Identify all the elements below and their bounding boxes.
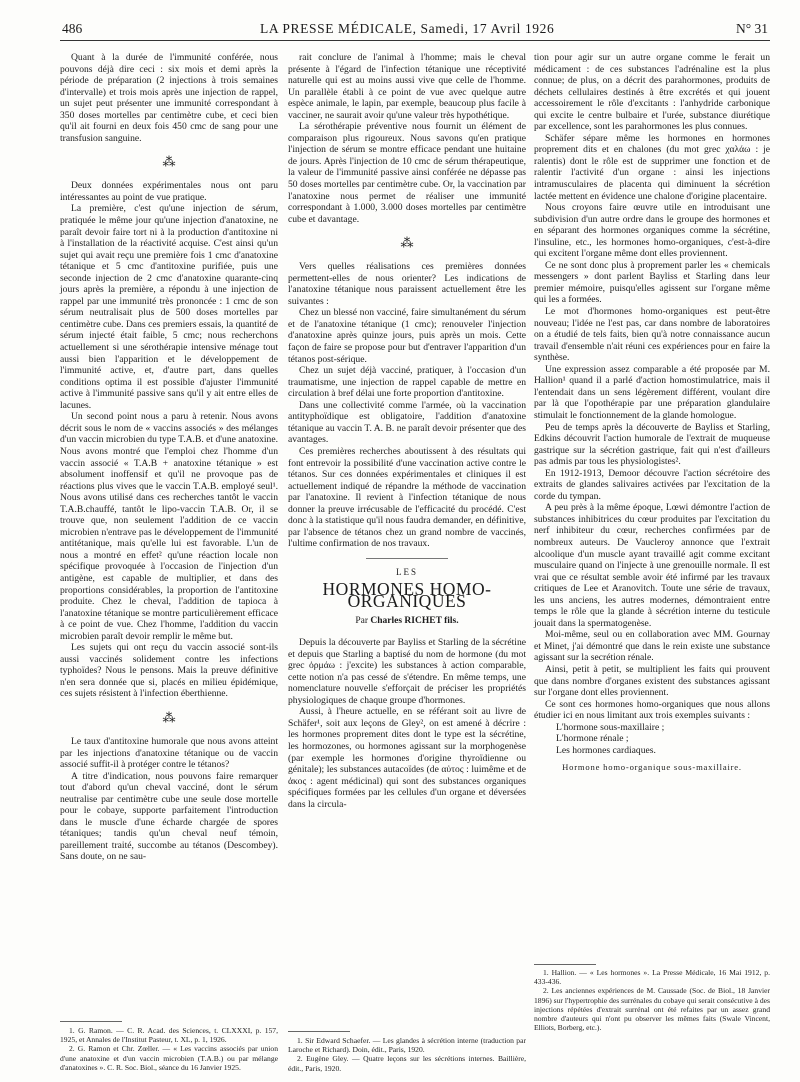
paragraph: rait conclure de l'animal à l'homme; mais le cheval présente à l'égard de l'infection tétanique une réceptivité naturelle qui est au moins aussi vive que celle de l'homme. Un parallèle établi à ce point de vue avec quelque autre espèce animale, le lapin, par exemple, beaucoup plus facile à vacciner, ne saurait avoir qu'une valeur très hypothétique. [288, 52, 526, 121]
ornament-asterism: ⁂ [162, 154, 176, 170]
footnote: 1. Hallion. — « Les hormones ». La Presse Médicale, 16 Mai 1912, p. 433-436. [534, 968, 770, 987]
paragraph: Le mot d'hormones homo-organiques est peut-être nouveau; l'idée ne l'est pas, car dans nombre de laboratoires on a étudié de tels faits, bien qu'à notre connaissance aucun travail d'ensemble n'ait réuni ces expériences pour en faire la synthèse. [534, 306, 770, 364]
paragraph: En 1912-1913, Demoor découvre l'action sécrétoire des extraits de glandes salivaires activées par l'excitation de la corde du tympan. [534, 467, 770, 502]
paragraph: Ce sont ces hormones homo-organiques que nous allons étudier ici en nous limitant aux trois exemples suivants : [534, 698, 770, 722]
paragraph: Vers quelles réalisations ces premières données permettent-elles de nous orienter? Les indications de l'anatoxine tétanique nous paraissent actuellement être les suivantes : [288, 261, 526, 307]
footnote-rule [288, 1031, 350, 1032]
paragraph: Peu de temps après la découverte de Bayliss et Starling, Edkins découvrit l'action humorale de l'extrait de muqueuse gastrique sur la sécrétion gastrique, fait qui n'est d'ailleurs pas admis par tous les physiologistes². [534, 421, 770, 468]
paragraph: La première, c'est qu'une injection de sérum, pratiquée le même jour qu'une injection d'anatoxine, ne paraît devoir faire tort ni à la production d'antitoxine ni à l'installation de la réactivité acquise. C'est ainsi qu'un sujet qui avait reçu une première fois 1 cmc d'anatoxine tétanique et 5 cmc d'antitoxine purifiée, puis une seconde injection de 2 cmc d'anatoxine quarante-cinq jours après la première, a répondu à une injection de rappel par une immunité très prononcée : 1 cmc de son sérum neutralisait plus de 500 doses mortelles par centimètre cube. Dans ces premiers essais, la quantité de sérum injecté était faible, 5 cmc; nous recherchons actuellement si une sérothérapie intensive ménage tout aussi bien l'apparition et le développement de l'immunité active, et, d'autre part, dans quelles conditions optima il est possible d'ajuster l'immunité active à l'immunité passive sans qu'il y ait entre elles de lacunes. [60, 203, 278, 411]
ornament-asterism: ⁂ [400, 235, 414, 251]
footnote-rule [534, 964, 596, 965]
page-number: 486 [62, 21, 83, 36]
footnote: 2. Les anciennes expériences de M. Caussade (Soc. de Biol., 18 Janvier 1896) sur l'hypertrophie des surrénales du cobaye qui serait consécutive à des injections répétées d'extrait surrénal ont été refaites par un assez grand nombre d'auteurs qui n'ont pu observer les mêmes faits (Swale Vincent, Elliots, Borberg, etc.). [534, 986, 770, 1033]
paragraph: Depuis la découverte par Bayliss et Starling de la sécrétine et depuis que Starling a baptisé du nom de hormone (du mot grec ὁρμάω : j'excite) les substances à action comparable, cette notion n'a pas cessé de s'étendre. En même temps, une nomenclature nouvelle s'efforçait de préciser les propriétés physiologiques de chaque groupe d'hormones. [288, 637, 526, 706]
paragraph: Ainsi, petit à petit, se multiplient les faits qui prouvent que dans nombre d'organes existent des substances agissant sur l'organe dont elles proviennent. [534, 663, 770, 699]
column-right [534, 52, 770, 774]
author-name: Charles RICHET fils. [370, 615, 459, 626]
paragraph: Ces premières recherches aboutissent à des résultats qui font entrevoir la possibilité d'une vaccination active contre le tétanos. Sur ces données expérimentales et cliniques il est actuellement indiqué de répandre la méthode de vaccination par l'anatoxine. Il revient à l'infection tétanique de nous donner la preuve irrécusable de l'efficacité du procédé. C'est donc à la statistique qu'il nous faudra demander, en définitive, par l'absence de tétanos chez un grand nombre de vaccinés, l'ultime confirmation de nos travaux. [288, 445, 526, 550]
footnotes-right [534, 968, 770, 1032]
footnote: 1. G. Ramon. — C. R. Acad. des Sciences, t. CLXXXI, p. 157, 1925, et Annales de l'Institut Pasteur, t. XL, p. 1, 1926. [60, 1026, 278, 1045]
paragraph: A titre d'indication, nous pouvons faire remarquer tout d'abord qu'un cheval vacciné, dont le sérum neutralise par centimètre cube une seule dose mortelle pour le cobaye, supporte parfaitement l'introduction dans le muscle d'une écharde chargée de spores tétaniques; tandis qu'un cheval neuf témoin, pareillement traité, succombe au tétanos (Descombey). Sans doute, on ne sau- [60, 770, 278, 863]
footnote-rule [60, 1021, 122, 1022]
paragraph: Un second point nous a paru à retenir. Nous avons décrit sous le nom de « vaccins associés » des mélanges d'un vaccin microbien du type T.A.B. et d'une anatoxine. Nous avons montré que l'emploi chez l'homme d'un vaccin associé « T.A.B + anatoxine tétanique » est absolument inoffensif et qu'il ne provoque pas de réactions plus vives que le vaccin T.A.B. employé seul¹. Nous avons utilisé dans ces recherches tantôt le vaccin T.A.B.chauffé, tantôt le lipo-vaccin T.A.B. Or, il se trouve que, non seulement l'addition de ce vaccin microbien n'entrave pas le développement de l'immunité antitétanique, mais qu'elle lui est favorable. L'un de nous a montré en effet² qu'une réaction locale non spécifique provoquée à l'occasion de l'injection d'un antigène, est capable de multiplier, et dans des proportions considérables, la proportion de l'antitoxine produite. Chez le cheval, l'addition de tapioca à l'anatoxine tétanique se montre particulièrement efficace à ce point de vue. Chez l'homme, l'addition du vaccin microbien paraît devoir remplir le même but. [60, 411, 278, 642]
example-list [534, 722, 770, 757]
paragraph: Le taux d'antitoxine humorale que nous avons atteint par les injections d'anatoxine tétanique ou de vaccin associé suffit-il à protéger contre le tétanos? [60, 735, 278, 771]
paragraph: La sérothérapie préventive nous fournit un élément de comparaison plus rigoureux. Nous savons qu'en pratique l'injection de sérum se montre efficace pendant une huitaine de jours. Après l'injection de 10 cmc de sérum thérapeutique, la valeur de l'immunité passive ainsi conférée ne dépasse pas 50 doses mortelles par centimètre cube. Or, la vaccination par l'anatoxine nous permet de réaliser une immunité correspondant à 1.000, 3.000 doses mortelles par centimètre cube et davantage. [288, 121, 526, 225]
paragraph: Deux données expérimentales nous ont paru intéressantes au point de vue pratique. [60, 180, 278, 203]
journal-title: LA PRESSE MÉDICALE, Samedi, 17 Avril 1926 [260, 21, 555, 36]
article-author [288, 616, 526, 628]
paragraph: Chez un sujet déjà vacciné, pratiquer, à l'occasion d'un traumatisme, une injection de rappel capable de mettre en circulation à bref délai une forte proportion d'antitoxine. [288, 365, 526, 400]
footnotes-left [60, 1026, 278, 1072]
paragraph: Aussi, à l'heure actuelle, en se référant soit au livre de Schäfer¹, soit aux leçons de Gley², on est amené à décrire : les hormones proprement dites dont le type est la sécrétine, les hormozones, ou hormones agissant sur la morphogenèse (par exemple les hormones d'origine thyroïdienne ou génitale); les substances autacoïdes (de αὐτος : luimême et de ἀκος : agent médicinal) qui sont des substances organiques spécifiques formées par les cellules d'un organe et déversées dans la circula- [288, 706, 526, 810]
paragraph: Moi-même, seul ou en collaboration avec MM. Gournay et Minet, j'ai démontré que dans le rein existe une substance agissant sur la secrétion rénale. [534, 629, 770, 664]
column-middle [288, 52, 526, 810]
ornament-asterism: ⁂ [162, 709, 176, 725]
article-title: HORMONES HOMO-ORGANIQUES [322, 579, 492, 611]
paragraph: A peu près à la même époque, Lœwi démontre l'action de substances inhibitrices du cœur produites par l'excitation du nerf inhibiteur du cœur, recherches confirmées par de nombreux auteurs. De Vaucleroy annonce que l'extrait alcoolique d'un muscle ayant travaillé agit comme excitant musculaire quand on l'injecte à une grenouille normale. Il est vrai que ce résultat semble avoir été infirmé par les travaux critiques de Lee et Aranovitch. Toute une série de travaux, les uns anciens, les autres modernes, démontraient entre temps le rôle que la glande à sécrétion interne du testicule jouait dans la spermatogenèse. [534, 502, 770, 629]
paragraph: Dans une collectivité comme l'armée, où la vaccination antityphoïdique est obligatoire, l'addition d'anatoxine tétanique au vaccin T. A. B. ne paraît devoir présenter que des avantages. [288, 399, 526, 446]
footnote: 2. Eugène Gley. — Quatre leçons sur les sécrétions internes. Baillière, édit., Paris, 1920. [288, 1054, 526, 1073]
footnote: 1. Sir Edward Schaefer. — Les glandes à sécrétion interne (traduction par Laroche et Richard). Doin, édit., Paris, 1920. [288, 1036, 526, 1055]
paragraph: Chez un blessé non vacciné, faire simultanément du sérum et de l'anatoxine tétanique (1 cmc); renouveler l'injection d'anatoxine après quinze jours, puis après un mois. Cette façon de faire se propose pour but d'entraver l'apparition d'un tétanos post-sérique. [288, 307, 526, 365]
list-item: Les hormones cardiaques. [556, 744, 656, 756]
list-item: L'hormone sous-maxillaire ; [556, 721, 665, 733]
paragraph: Schäfer sépare même les hormones en hormones proprement dits et en chalones (du mot grec χαλάω : je ralentis) dont le rôle est de supprimer une fonction et de ralentir l'activité d'un organe : ainsi les injections intramusculaires de placenta qui diminuent la sécrétion lactée mettent en évidence une chalone d'origine placentaire. [534, 132, 770, 202]
paragraph: tion pour agir sur un autre organe comme le ferait un médicament : de ces substances l'adrénaline est la plus connue; de plus, on a décrit des parahormones, produits de déchets cellulaires destinés à être excrétés et qui jouent accessoirement le rôle d'excitants : l'anhydride carbonique qui excite le centre bulbaire et l'urée, substance diurétique par excellence, sont les parahormones les plus connues. [534, 52, 770, 133]
paragraph: Les sujets qui ont reçu du vaccin associé sont-ils aussi vaccinés solidement contre les infections typhoïdes? Nous le pensons. Mais la preuve définitive n'en sera donnée que si, placés en milieu épidémique, ces sujets résistent à l'infection éberthienne. [60, 642, 278, 700]
paragraph: Nous croyons faire œuvre utile en introduisant une subdivision d'un autre ordre dans le groupe des hormones et en séparant des hormones organiques comme la sécrétine, l'insuline, etc., les hormones homo-organiques, c'est-à-dire qui excitent l'organe même dont elles proviennent. [534, 202, 770, 260]
paragraph: Une expression assez comparable a été proposée par M. Hallion¹ quand il a parlé d'action homostimulatrice, mais il l'entendait dans un sens légèrement différent, voulant dire par là que l'opothérapie par une préparation glandulaire stimulait le fonctionnement de la glande homologue. [534, 363, 770, 421]
paragraph: Ce ne sont donc plus à proprement parler les « chemicals messengers » dont parlent Bayliss et Starling dans leur premier mémoire, puisqu'elles agissent sur l'organe même qui les a formées. [534, 259, 770, 306]
footnotes-middle [288, 1036, 526, 1073]
author-prefix: Par [355, 615, 369, 626]
paragraph: Quant à la durée de l'immunité conférée, nous pouvons déjà dire ceci : six mois et demi après la période de préparation (2 injections à trois semaines d'intervalle) et trois mois après une injection de rappel, un sujet peut présenter une immunité correspondant à 350 doses mortelles par centimètre cube, et ceci bien qu'il ait fourni en deux fois 450 cmc de sang pour une transfusion sanguine. [60, 52, 278, 144]
column-left [60, 52, 278, 863]
article-separator [366, 558, 448, 559]
list-item: L'hormone rénale ; [556, 733, 629, 745]
section-heading: Hormone homo-organique sous-maxillaire. [562, 762, 742, 773]
footnote: 2. G. Ramon et Chr. Zœller. — « Les vaccins associés par union d'une anatoxine et d'un vaccin microbien (T.A.B.) ou par mélange d'anatoxines ». C. R. Soc. Biol., séance du 16 Janvier 1925. [60, 1044, 278, 1072]
page-header [60, 18, 770, 41]
issue-number: N° 31 [735, 21, 768, 36]
article-kicker: LES [395, 566, 418, 577]
